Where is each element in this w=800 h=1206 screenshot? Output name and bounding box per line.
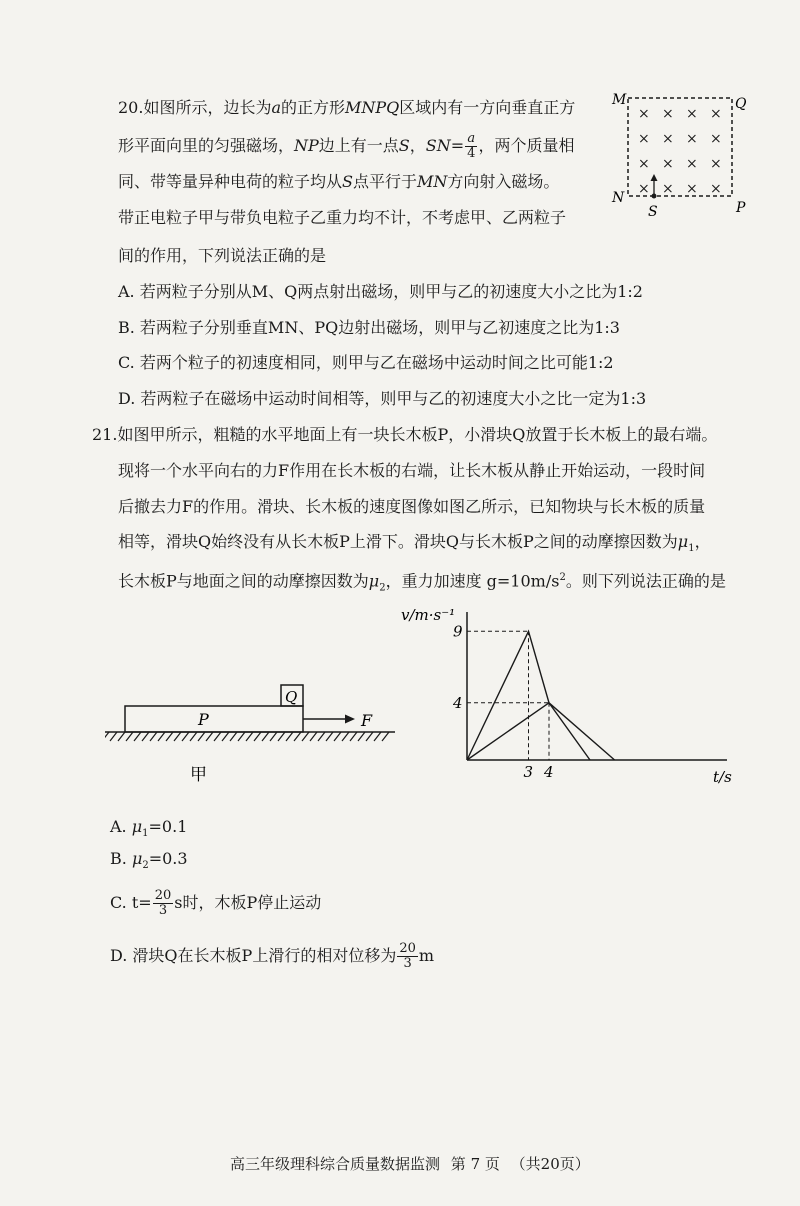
field-cross-mark: × [710,106,722,122]
ground-hatch [262,732,269,741]
fraction-20-over-3: $\frac{20}{3}$ [154,888,172,918]
ground-hatch [286,732,293,741]
q21-number: 21. [92,425,118,444]
x-axis-label: t/s [713,768,732,786]
field-cross-mark: × [662,181,674,197]
field-cross-mark: × [662,156,674,172]
ground-hatch [105,732,109,741]
footer-total: （共20页） [510,1155,590,1173]
q20-line-1: 20.如图所示，边长为a的正方形MNPQ区域内有一方向垂直正方 [118,98,576,117]
q20-line-4: 带正电粒子甲与带负电粒子乙重力均不计，不考虑甲、乙两粒子 [118,208,567,227]
fraction-20-over-3: $\frac{20}{3}$ [399,941,416,971]
vt-chart [395,600,745,800]
field-cross-mark: × [710,131,722,147]
q21-option-c: C. t= $\frac{20}{3}$ s时，木板P停止运动 [110,888,322,918]
ground-hatch [318,732,325,741]
ground-hatch [206,732,213,741]
q21-line-4: 相等，滑块Q始终没有从长木板P上滑下。滑块Q与长木板P之间的动摩擦因数为$\mu_1$， [118,532,711,555]
fraction-a-over-4: $\frac{a}{4}$ [467,131,476,161]
ground-hatch [158,732,165,741]
ground-hatch [254,732,261,741]
label-n: N [612,190,625,206]
field-cross-mark: × [686,181,698,197]
ground-hatch [142,732,149,741]
q20-line-2: 形平面向里的匀强磁场，NP边上有一点S，SN= $\frac{a}{4}$ ，两个质量相 [118,131,575,161]
ground-hatch [166,732,173,741]
q21-line-5: 长木板P与地面之间的动摩擦因数为$\mu_2$，重力加速度 $g=10m/s^2$。则下列说法正确的是 [118,571,726,594]
ground-hatch [278,732,285,741]
ground-hatch [230,732,237,741]
footer-title: 高三年级理科综合质量数据监测 [230,1155,441,1173]
q20-option-a: A. 若两粒子分别从M、Q两点射出磁场，则甲与乙的初速度大小之比为1:2 [118,282,643,301]
page-footer [230,1153,590,1174]
q20-number: 20. [118,98,144,117]
q21-option-b: B. $\mu_2=0.3$ [110,849,188,872]
field-cross-mark: × [686,106,698,122]
ground-hatch [358,732,365,741]
velocity-arrowhead [651,174,658,181]
ground-hatch [294,732,301,741]
ground-hatch [110,732,117,741]
q21-option-d: D. 滑块Q在长木板P上滑行的相对位移为 $\frac{20}{3}$ m [110,941,435,971]
ground-hatch [198,732,205,741]
ground-hatch [126,732,133,741]
q20-option-d: D. 若两粒子在磁场中运动时间相等，则甲与乙的初速度大小之比一定为1:3 [118,389,647,408]
field-cross-mark: × [686,131,698,147]
y-tick-label: 4 [453,693,463,712]
y-tick-label: 9 [453,622,463,641]
field-cross-mark: × [662,106,674,122]
ground-hatch [350,732,357,741]
q20-option-c: C. 若两个粒子的初速度相同，则甲与乙在磁场中运动时间之比可能1:2 [118,353,614,372]
label-block-q: Q [285,688,298,706]
q20-line-3: 同、带等量异种电荷的粒子均从S点平行于MN方向射入磁场。 [118,172,560,191]
label-board-p: P [198,710,209,729]
q21-line-1: 21.如图甲所示，粗糙的水平地面上有一块长木板P，小滑块Q放置于长木板上的最右端。 [92,425,718,444]
ground-hatch [134,732,141,741]
ground-hatch [342,732,349,741]
ground-hatch [190,732,197,741]
ground-hatch [182,732,189,741]
field-cross-mark: × [638,156,650,172]
x-tick-label: 3 [523,763,534,781]
ground-hatch [214,732,221,741]
field-cross-mark: × [638,181,650,197]
point-s [652,194,657,199]
label-q: Q [735,96,747,112]
field-cross-mark: × [710,181,722,197]
magnetic-field-figure [610,88,750,223]
field-cross-mark: × [662,131,674,147]
figure-caption-jia: 甲 [190,765,207,785]
figure-jia [105,680,405,790]
y-axis-label: v/m·s⁻¹ [401,606,456,624]
ground-hatch [238,732,245,741]
label-s: S [648,204,658,220]
field-cross-mark: × [638,106,650,122]
ground-hatch [246,732,253,741]
label-force-f: F [361,711,373,730]
label-p: P [736,200,746,216]
ground-hatch [118,732,125,741]
q20-line-5: 间的作用，下列说法正确的是 [118,246,327,265]
ground-hatch [302,732,309,741]
ground-hatch [222,732,229,741]
label-m: M [612,92,627,108]
ground-hatch [382,732,389,741]
ground-hatch [270,732,277,741]
x-tick-label: 4 [544,763,554,781]
force-arrowhead [345,715,355,724]
ground-hatch [326,732,333,741]
q20-option-b: B. 若两粒子分别垂直MN、PQ边射出磁场，则甲与乙初速度之比为1:3 [118,318,620,337]
q21-option-a: A. $\mu_1=0.1$ [110,817,188,840]
q21-line-3: 后撤去力F的作用。滑块、长木板的速度图像如图乙所示，已知物块与长木板的质量 [118,497,706,516]
ground-hatch [334,732,341,741]
field-cross-mark: × [638,131,650,147]
footer-page: 第 7 页 [450,1155,500,1173]
q21-line-2: 现将一个水平向右的力F作用在长木板的右端，让长木板从静止开始运动，一段时间 [118,461,706,480]
board-p [125,706,303,732]
ground-hatch [374,732,381,741]
ground-hatch [366,732,373,741]
field-cross-mark: × [686,156,698,172]
ground-hatch [310,732,317,741]
field-cross-mark: × [710,156,722,172]
ground-hatch [150,732,157,741]
ground-hatch [174,732,181,741]
series-board-P [467,631,615,760]
